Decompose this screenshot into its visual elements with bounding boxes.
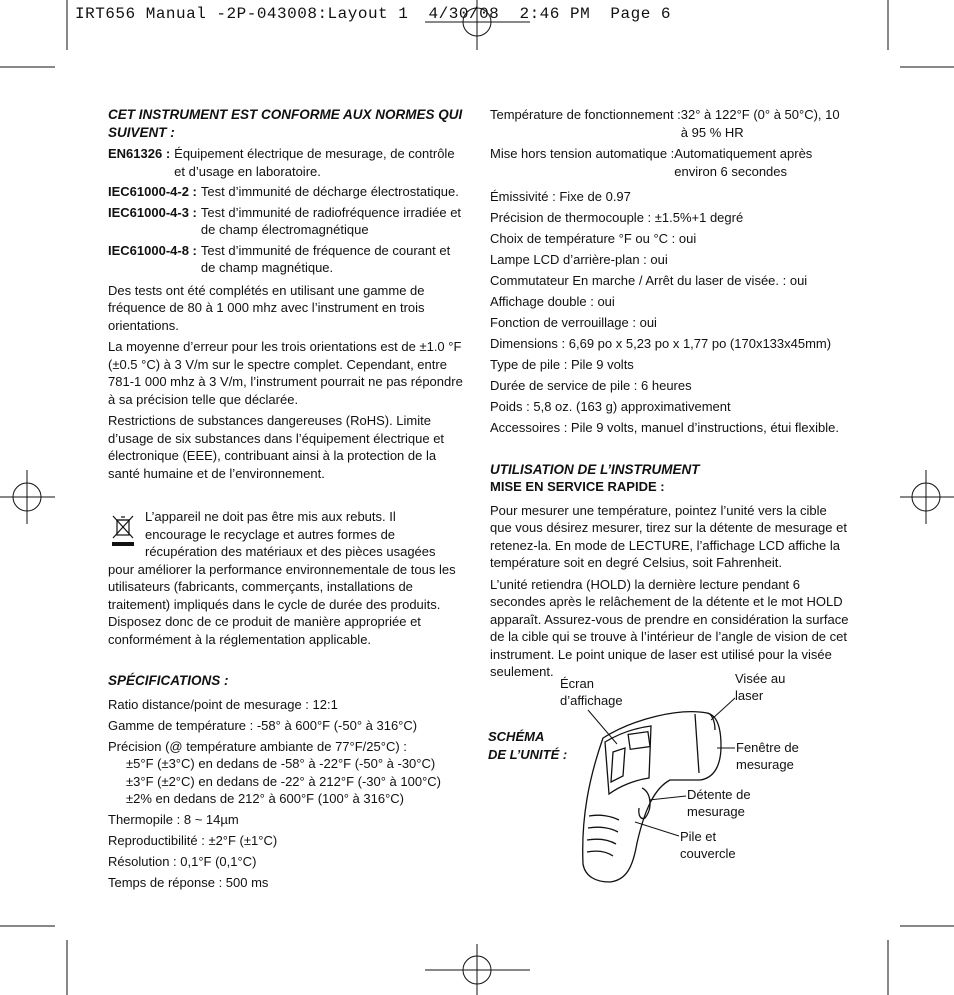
weee-line: récupération des matériaux et des pièces usagées [145,544,436,559]
weee-line: encourage le recyclage et autres formes de [145,526,396,542]
spec-value: 32° à 122°F (0° à 50°C), 10 à 95 % HR [680,107,840,140]
spec-value: Automatiquement après environ 6 secondes [674,146,813,179]
weee-crossed-bin-icon [110,514,136,548]
spec-line: Gamme de température : -58° à 600°F (-50° à 316°C) [108,717,418,733]
diagram-heading: SCHÉMA DE L’UNITÉ : [488,729,568,762]
spec-auto-off [490,145,850,180]
spec-line: Type de pile : Pile 9 volts [490,357,634,372]
spec-key: Température de fonctionnement : [490,107,681,122]
label-trigger: Détente de mesurage [687,787,751,819]
standard-item [108,242,463,277]
printer-slug: IRT656 Manual -2P-043008:Layout 1 4/30/08 2:46 PM Page 6 [75,5,671,23]
spec-line: Commutateur En marche / Arrêt du laser de visée. : oui [490,273,808,288]
usage-heading: UTILISATION DE L’INSTRUMENT [490,461,700,477]
spec-line: Fonction de verrouillage : oui [490,315,657,330]
weee-notice [108,508,463,648]
quick-start-subheading: MISE EN SERVICE RAPIDE : [490,479,665,494]
standard-desc: Test d’immunité de fréquence de courant et de champ magnétique. [200,242,451,275]
standard-item [108,183,463,201]
standard-desc: Test d’immunité de décharge électrostatique. [200,184,459,199]
spec-line: Ratio distance/point de mesurage : 12:1 [108,696,338,712]
precision-line: ±5°F (±3°C) en dedans de -58° à -22°F (-50° à -30°C) [126,756,436,771]
spec-line: Précision de thermocouple : ±1.5%+1 degré [490,210,744,225]
label-screen: Écran d’affichage [560,676,623,708]
weee-line: L’appareil ne doit pas être mis aux rebuts. Il [145,509,396,524]
spec-line: Accessoires : Pile 9 volts, manuel d’instructions, étui flexible. [490,420,839,435]
measure-paragraph: Pour mesurer une température, pointez l’unité vers la cible que vous désirez mesurer, tirez sur la détente de mesurage et retenez-la. En mode de LECTURE, l’affichage LCD affiche la température soit en degré Celsius, soit Fahrenheit. [490,502,847,570]
spec-key: Mise hors tension automatique : [490,146,675,161]
right-column [490,106,850,685]
spec-line: Poids : 5,8 oz. (163 g) approximativement [490,399,731,414]
spec-line: Thermopile : 8 ~ 14µm [108,812,239,827]
error-paragraph: La moyenne d’erreur pour les trois orientations est de ±1.0 °F (±0.5 °C) à 3 V/m sur le spectre complet. Cependant, entre 781-1 000 mhz à 3 V/m, l’instrument pourrait ne pas répondre à sa précision telle que déclarée. [108,339,463,407]
spec-line: Précision (@ température ambiante de 77°F/25°C) : [108,738,407,754]
standard-code: EN61326 : [108,146,171,161]
spec-line: Reproductibilité : ±2°F (±1°C) [108,833,278,848]
label-laser: Visée au laser [735,671,786,703]
standard-code: IEC61000-4-3 : [108,204,197,220]
unit-diagram [485,668,865,898]
precision-line: ±2% en dedans de 212° à 600°F (100° à 316°C) [126,791,405,806]
specifications-heading: SPÉCIFICATIONS : [108,673,229,688]
precision-line: ±3°F (±2°C) en dedans de -22° à 212°F (-30° à 100°C) [126,773,442,789]
standard-item [108,204,463,239]
standard-desc: Test d’immunité de radiofréquence irradiée et de champ électromagnétique [200,204,462,237]
spec-line: Durée de service de pile : 6 heures [490,378,692,393]
standard-item [108,145,463,180]
standard-code: IEC61000-4-2 : [108,184,197,199]
spec-line: Temps de réponse : 500 ms [108,875,269,890]
spec-operating-temp [490,106,850,141]
standard-desc: Équipement électrique de mesurage, de contrôle et d’usage en laboratoire. [174,146,455,179]
spec-line: Dimensions : 6,69 po x 5,23 po x 1,77 po (170x133x45mm) [490,336,832,351]
label-window: Fenêtre de mesurage [736,740,799,772]
conformity-heading: CET INSTRUMENT EST CONFORME AUX NORMES QUI SUIVENT : [108,107,463,140]
label-battery: Pile et couvercle [680,829,736,861]
left-column [108,106,463,895]
thermometer-illustration [485,668,865,898]
spec-line: Lampe LCD d’arrière-plan : oui [490,252,668,267]
spec-line: Affichage double : oui [490,294,615,309]
spec-line: Émissivité : Fixe de 0.97 [490,189,631,204]
spec-line: Choix de température °F ou °C : oui [490,231,697,246]
spec-line: Résolution : 0,1°F (0,1°C) [108,854,257,869]
hold-paragraph: L’unité retiendra (HOLD) la dernière lecture pendant 6 secondes après le relâchement de la détente et le mot HOLD apparaît. Assurez-vous de prendre en considération la surface de la cible qui se trouve à l’intérieur de l’angle de vision de cet instrument. Le point unique de laser est utilisé pour la visée seulement. [490,576,849,679]
standard-code: IEC61000-4-8 : [108,242,197,258]
rohs-paragraph: Restrictions de substances dangereuses (RoHS). Limite d’usage de six substances dans l’équipement électrique et électronique (EEE), contribuant ainsi à la protection de la santé humaine et de l’environnement. [108,413,445,481]
weee-rest: pour améliorer la performance environnementale de tous les utilisateurs (fabricants, commerçants, installations de traitement) impliqués dans le cycle de durée des produits. Disposez donc de ce produit de manière appropriée et conformément à la réglementation applicable. [108,561,456,647]
tests-paragraph: Des tests ont été complétés en utilisant une gamme de fréquence de 80 à 1 000 mhz avec l’instrument en trois orientations. [108,282,425,333]
